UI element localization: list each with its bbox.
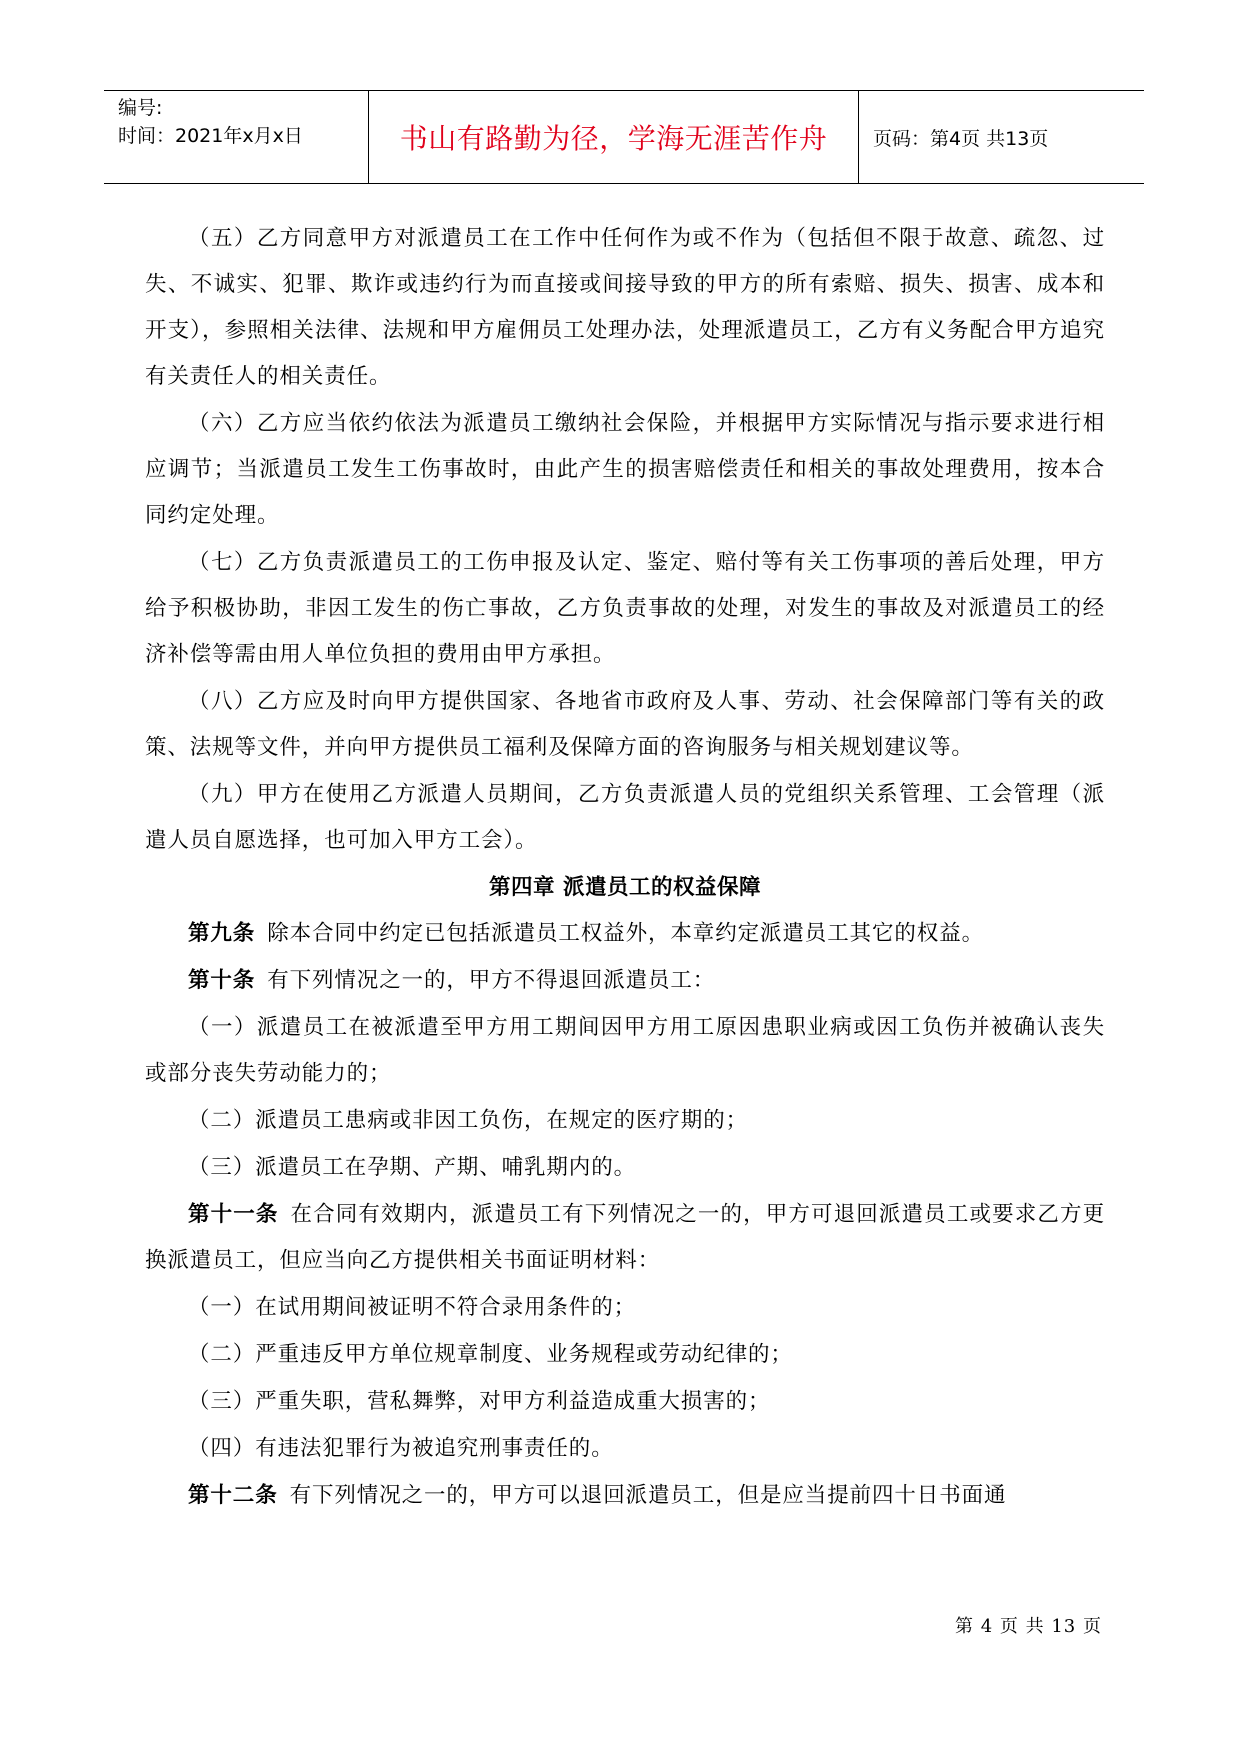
document-number-label: 编号: [118,97,163,119]
clause-paragraph-8: （八）乙方应及时向甲方提供国家、各地省市政府及人事、劳动、社会保障部门等有关的政策、法规等文件，并向甲方提供员工福利及保障方面的咨询服务与相关规划建议等。 [145,689,1105,760]
clause-paragraph-6: （六）乙方应当依约依法为派遣员工缴纳社会保险，并根据甲方实际情况与指示要求进行相应调节；当派遣员工发生工伤事故时，由此产生的损害赔偿责任和相关的事故处理费用，按本合同约定处理。 [145,411,1105,528]
article-10-item-3: （三）派遣员工在孕期、产期、哺乳期内的。 [188,1155,637,1180]
article-12-text: 有下列情况之一的，甲方可以退回派遣员工，但是应当提前四十日书面通 [289,1483,1007,1508]
article-11-item-3: （三）严重失职，营私舞弊，对甲方利益造成重大损害的； [188,1389,771,1414]
article-11-item-1: （一）在试用期间被证明不符合录用条件的； [188,1295,637,1320]
article-10-label: 第十条 [188,968,256,993]
document-time-label: 时间：2021年x月x日 [118,125,303,147]
header-motto: 书山有路勤为径，学海无涯苦作舟 [399,122,828,155]
article-9-label: 第九条 [188,921,256,946]
header-motto-cell [369,91,859,183]
article-9 [145,911,1105,957]
article-10-text: 有下列情况之一的，甲方不得退回派遣员工： [267,968,716,993]
clause-paragraph-7: （七）乙方负责派遣员工的工伤申报及认定、鉴定、赔付等有关工伤事项的善后处理，甲方给予积极协助，非因工发生的伤亡事故，乙方负责事故的处理，对发生的事故及对派遣员工的经济补偿等需由用人单位负担的费用由甲方承担。 [145,550,1105,667]
article-11-label: 第十一条 [188,1202,279,1227]
article-10-item-2: （二）派遣员工患病或非因工负伤，在规定的医疗期的； [188,1108,749,1133]
article-11-text: 在合同有效期内，派遣员工有下列情况之一的，甲方可退回派遣员工或要求乙方更换派遣员工，但应当向乙方提供相关书面证明材料： [145,1202,1105,1273]
clause-paragraph-5: （五）乙方同意甲方对派遣员工在工作中任何作为或不作为（包括但不限于故意、疏忽、过失、不诚实、犯罪、欺诈或违约行为而直接或间接导致的甲方的所有索赔、损失、损害、成本和开支），参照相关法律、法规和甲方雇佣员工处理办法，处理派遣员工，乙方有义务配合甲方追究有关责任人的相关责任。 [145,226,1105,389]
article-11-item-2: （二）严重违反甲方单位规章制度、业务规程或劳动纪律的； [188,1342,793,1367]
page-footer: 第 4 页 共 13 页 [955,1616,1102,1637]
document-body [145,216,1105,1520]
article-12 [145,1473,1105,1519]
article-10-item-1: （一）派遣员工在被派遣至甲方用工期间因甲方用工原因患职业病或因工负伤并被确认丧失或部分丧失劳动能力的； [145,1015,1105,1086]
article-12-label: 第十二条 [188,1483,278,1508]
page-header [104,90,1144,184]
article-10 [145,958,1105,1004]
article-11 [145,1192,1105,1284]
article-11-item-4: （四）有违法犯罪行为被追究刑事责任的。 [188,1436,614,1461]
clause-paragraph-9: （九）甲方在使用乙方派遣人员期间，乙方负责派遣人员的党组织关系管理、工会管理（派遣人员自愿选择，也可加入甲方工会）。 [145,782,1105,853]
header-info-cell [104,91,369,183]
chapter-heading: 第四章 派遣员工的权益保障 [489,875,761,900]
header-page-number: 页码：第4页 共13页 [873,127,1049,150]
header-page-cell [859,91,1144,183]
article-9-text: 除本合同中约定已包括派遣员工权益外，本章约定派遣员工其它的权益。 [267,921,985,946]
